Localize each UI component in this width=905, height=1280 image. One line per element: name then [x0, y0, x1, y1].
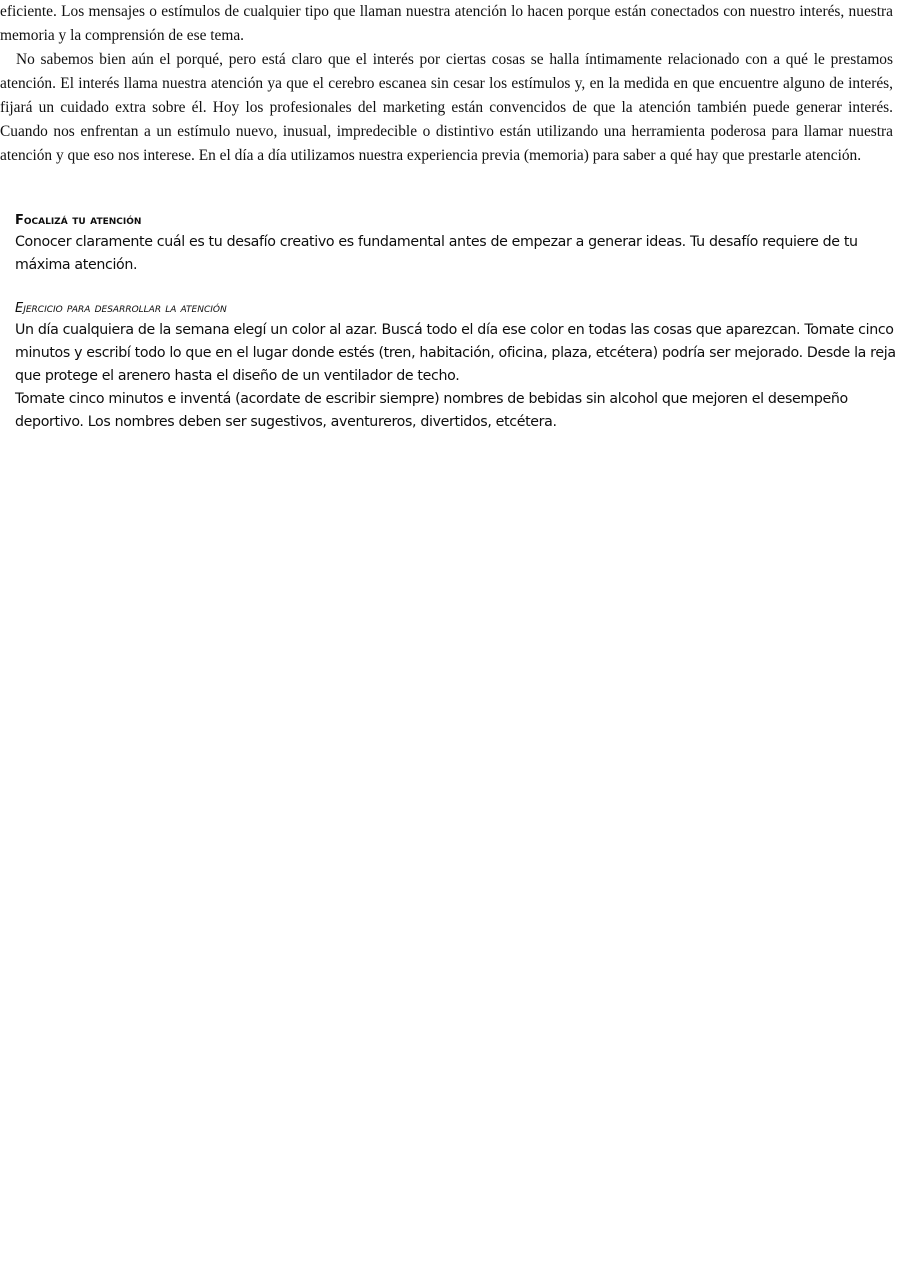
focus-text: Conocer claramente cuál es tu desafío creativo es fundamental antes de empezar a generar ideas. Tu desafío requiere de tu máxima atención.: [15, 234, 858, 273]
exercise-heading: Ejercicio para desarrollar la atención: [15, 301, 227, 316]
exercise-section: [15, 299, 901, 434]
focus-section: [15, 211, 901, 277]
focus-heading: Focalizá tu atención: [15, 213, 142, 228]
body-paragraph-2: No sabemos bien aún el porqué, pero está claro que el interés por ciertas cosas se halla íntimamente relacionado con a qué le prestamos atención. El interés llama nuestra atención ya que el cerebro escanea sin cesar los estímulos y, en la medida en que encuentre alguno de interés, fijará un cuidado extra sobre él. Hoy los profesionales del marketing están convencidos de que la atención también puede generar interés. Cuando nos enfrentan a un estímulo nuevo, inusual, impredecible o distintivo están utilizando una herramienta poderosa para llamar nuestra atención y que eso nos interese. En el día a día utilizamos nuestra experiencia previa (memoria) para saber a qué hay que prestarle atención.: [0, 51, 893, 164]
body-text: [0, 0, 899, 168]
body-paragraph-1: eficiente. Los mensajes o estímulos de cualquier tipo que llaman nuestra atención lo hacen porque están conectados con nuestro interés, nuestra memoria y la comprensión de ese tema.: [0, 3, 893, 44]
exercise-text-1: Un día cualquiera de la semana elegí un color al azar. Buscá todo el día ese color en todas las cosas que aparezcan. Tomate cinco minutos y escribí todo lo que en el lugar donde estés (tren, habitación, oficina, plaza, etcétera) podría ser mejorado. Desde la reja que protege el arenero hasta el diseño de un ventilador de techo.: [15, 322, 896, 384]
exercise-text-2: Tomate cinco minutos e inventá (acordate de escribir siempre) nombres de bebidas sin alcohol que mejoren el desempeño deportivo. Los nombres deben ser sugestivos, aventureros, divertidos, etcétera.: [15, 391, 848, 430]
